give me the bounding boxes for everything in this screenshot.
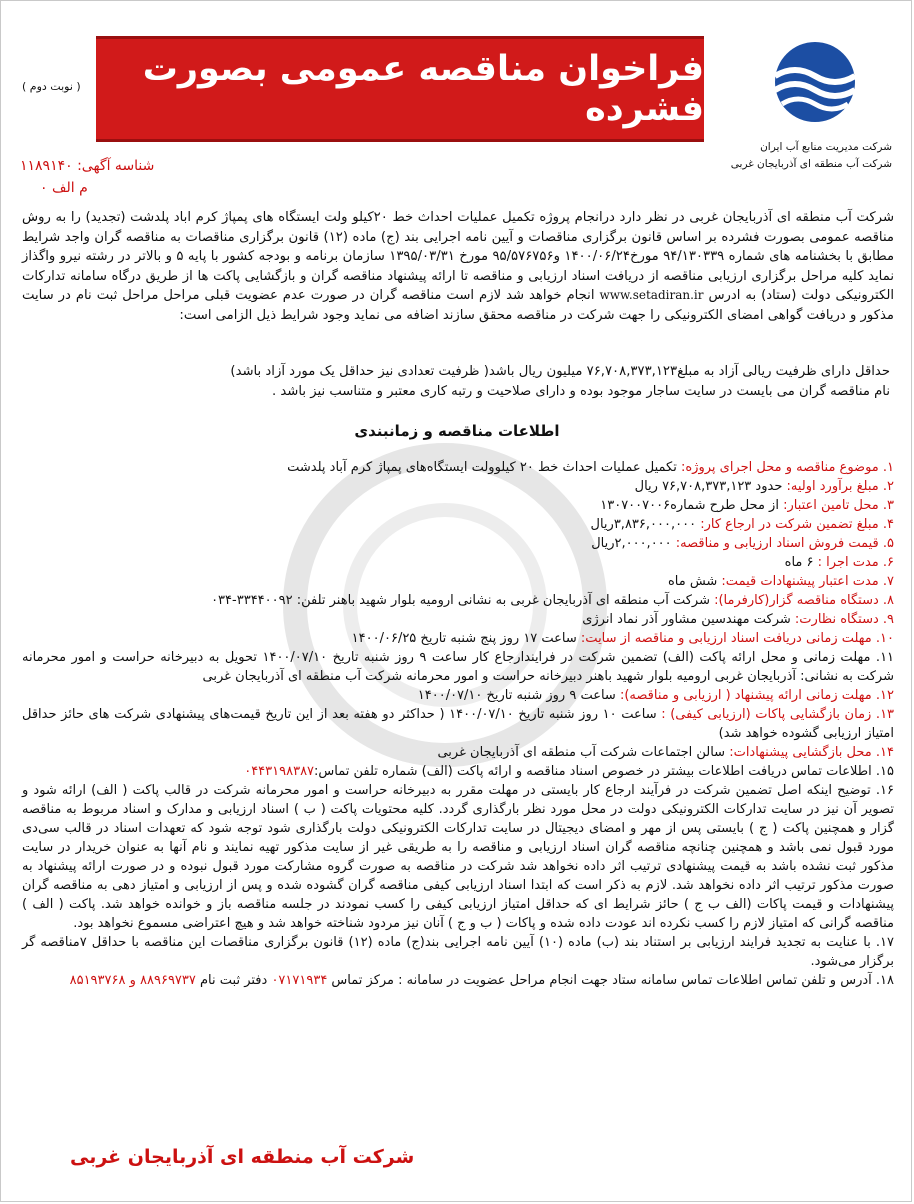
item-value: ۲,۰۰۰,۰۰۰ریال	[591, 536, 676, 551]
setad-link[interactable]: www.setadiran.ir	[599, 288, 704, 303]
item-value: حدود ۷۶,۷۰۸,۳۷۳,۱۲۳ ریال	[634, 479, 787, 494]
item-18	[22, 971, 894, 990]
item-label: ۲. مبلغ برآورد اولیه:	[786, 479, 894, 494]
item-6	[22, 553, 894, 572]
item-15	[22, 762, 894, 781]
item-10	[22, 629, 894, 648]
item-16	[22, 781, 894, 933]
item-value: ۳,۸۳۶,۰۰۰,۰۰۰ریال	[590, 517, 701, 532]
item-label: ۱۲. مهلت زمانی ارائه پیشنهاد ( ارزیابی و مناقصه):	[619, 688, 894, 703]
item-13	[22, 705, 894, 743]
item-value: سالن اجتماعات شرکت آب منطقه ای آذربایجان غربی	[437, 745, 730, 760]
intro-text-2: انجام خواهد شد لازم است مناقصه گران در صورت عدم عضویت قبلی مراحل مراحل ثبت نام در سایت مذکور و دریافت گواهی امضای الکترونیکی را جهت شرکت در مناقصه محقق سازند اضافه می نماید وجود شرایط ذیل الزامی است:	[22, 288, 894, 323]
item-value: ساعت ۹ روز شنبه تاریخ ۱۴۰۰/۰۷/۱۰	[417, 688, 620, 703]
page-title: فراخوان مناقصه عمومی بصورت فشرده	[142, 49, 704, 129]
item-7	[22, 572, 894, 591]
requirement-2: نام مناقصه گران می بایست در سایت ساجار موجود بوده و دارای صلاحیت و رتبه کاری معتبر و متناسب نیز باشد .	[272, 384, 890, 399]
intro-text-1: شرکت آب منطقه ای آذربایجان غربی در نظر دارد درانجام پروژه تکمیل عملیات احداث خط ۲۰کیلو ولت ایستگاه های پمپاژ کرم اباد پلدشت (تجدید) را به روش مناقصه عمومی بصورت فشرده بر اساس قانون برگزاری مناقصات و آیین نامه اجرایی بند (ج) ماده (۱۲) قانون برگزاری مناقصات به مناقصه گران واجد شرایط مطابق با بخشنامه های شماره ۹۴/۱۳۰۳۳۹ مورخ۱۴۰۰/۰۶/۲۴ و۹۵/۵۷۶۷۵۶ مورخ ۱۳۹۵/۰۳/۳۱ سازمان برنامه و بودجه کشور با پایه ۵ و بالاتر در رشته نیرو واگذاز نماید کلیه مراحل برگزاری ارزیابی مناقصه از دریافت اسناد ارزیابی و مناقصه تا ارائه پیشنهاد مناقصه گران و بازگشایی پاکت ها از طریق درگاه سامانه تدارکات الکترونیکی دولت (ستاد) به ادرس	[22, 210, 895, 304]
intro-paragraph	[22, 208, 894, 326]
item-12	[22, 686, 894, 705]
contact-phone: ۰۴۴۳۱۹۸۳۸۷	[244, 764, 315, 779]
org-name-parent: شرکت مدیریت منابع آب ایران	[760, 141, 892, 153]
item-11	[22, 648, 894, 686]
item-value-mid: دفتر ثبت نام	[195, 973, 272, 988]
item-label: ۱. موضوع مناقصه و محل اجرای پروژه:	[680, 460, 894, 475]
item-value: ساعت ۱۷ روز پنج شنبه تاریخ ۱۴۰۰/۰۶/۲۵	[351, 631, 581, 646]
footer-signature: شرکت آب منطقه ای آذربایجان غربی	[70, 1146, 415, 1168]
item-value: تکمیل عملیات احداث خط ۲۰ کیلوولت ایستگاه‌های پمپاژ کرم آباد پلدشت	[287, 460, 681, 475]
item-3	[22, 496, 894, 515]
call-center-number: ۰۷۱۷۱۹۳۴	[271, 973, 328, 988]
item-value: ۱۸. آدرس و تلفن تماس اطلاعات تماس سامانه ستاد جهت انجام مراحل عضویت در سامانه : مرکز تماس	[327, 973, 894, 988]
org-name: شرکت آب منطقه ای آذربایجان غربی	[730, 158, 892, 170]
item-value: از محل طرح شماره۱۳۰۷۰۰۷۰۰۶	[600, 498, 784, 513]
registration-phones: ۸۸۹۶۹۷۳۷ و ۸۵۱۹۳۷۶۸	[69, 973, 196, 988]
item-value: ۱۶. توضیح اینکه اصل تضمین شرکت در فرآیند ارجاع کار بایستی در مهلت مقرر به دبیرخانه حراست و امور محرمانه شرکت در قالب پاکت ( الف) ارائه شود و تصویر آن نیز در سایت تدارکات الکترونیکی دولت در محل مورد نظر بارگذاری گردد. کلیه محتویات پاکت ( ب ) اسناد ارزیابی و مدارک و اسناد مربوط به مناقصه گزار و همچنین پاکت ( ج ) بایستی پس از مهر و امضای دیجیتال در سایت تدارکات الکترونیکی دولت بارگذاری شود توجه شود که تعهدات اسناد در قالب سی‌دی مورد قبول نمی باشد و همچنین چنانچه مناقصه گران اسناد ارزیابی و مناقصه را به طریقی غیر از سایت مذکور تهیه نمایند و نام آنها به عنوان خریدار در سایت مذکور ثبت نشده باشد به قیمت پیشنهادی ترتیب اثر داده نخواهد شد شرکت در مناقصه به صورت گروه مشارکت مورد قبول نبوده و در صورت ارائه پیشنهاد به صورت مذکور ترتیب اثر داده نخواهد شد. لازم به ذکر است که ابتدا اسناد ارزیابی کیفی مناقصه گران گشوده شده و پس از ارزیابی و امتیاز دهی به مناقصه گران پیشنهادات و قیمت پاکات (الف ب ج ) حائز شرایط ای که حداقل امتیاز ارزیابی کیفی را کسب نمودند در جلسه مناقصه باز و خوانده خواهد شد. پاکت ( الف ) مناقصه گرانی که امتیاز لازم را کسب نکرده اند عودت داده شده و پاکات ( ب و ج ) آنان نیز مردود شناخته خواهد شد و هیچ اعتراضی مسموع نخواهد بود.	[22, 783, 894, 931]
item-value: ۶ ماه	[784, 555, 818, 570]
title-banner	[96, 36, 704, 142]
item-value: ساعت ۱۰ روز شنبه تاریخ ۱۴۰۰/۰۷/۱۰ ( حداکثر دو هفته بعد از این تاریخ قیمت‌های پیشنهادی شرکت های حائز حداقل امتیاز ارزیابی گشوده خواهد شد)	[22, 707, 894, 741]
item-2	[22, 477, 894, 496]
item-label: ۷. مدت اعتبار پیشنهادات قیمت:	[721, 574, 894, 589]
item-value: شرکت آب منطقه ای آذربایجان غربی به نشانی ارومیه بلوار شهید باهنر تلفن: ۳۳۴۴۰۰۹۲-۰۳۴	[211, 593, 715, 608]
item-4	[22, 515, 894, 534]
item-value: شرکت مهندسین مشاور آذر نماد انرژی	[582, 612, 795, 627]
item-label: ۱۴. محل بازگشایی پیشنهادات:	[729, 745, 894, 760]
item-label: ۳. محل تامین اعتبار:	[783, 498, 894, 513]
requirement-1: حداقل دارای ظرفیت ریالی آزاد به مبلغ۷۶,۷۰۸,۳۷۳,۱۲۳ میلیون ریال باشد( ظرفیت تعدادی نیز حداقل یک مورد آزاد باشد)	[230, 364, 890, 379]
item-label: ۶. مدت اجرا :	[817, 555, 894, 570]
item-9	[22, 610, 894, 629]
item-label: ۴. مبلغ تضمین شرکت در ارجاع کار:	[700, 517, 894, 532]
tender-items	[22, 458, 894, 990]
item-17	[22, 933, 894, 971]
section-title: اطلاعات مناقصه و زمانبندی	[354, 422, 560, 440]
item-label: ۵. قیمت فروش اسناد ارزیابی و مناقصه:	[675, 536, 894, 551]
item-value: شش ماه	[667, 574, 722, 589]
item-label: ۸. دستگاه مناقصه گزار(کارفرما):	[714, 593, 894, 608]
item-5	[22, 534, 894, 553]
item-value: ۱۷. با عنایت به تجدید فرایند ارزیابی بر استناد بند (ب) ماده (۱۰) آیین نامه اجرایی بند(ج) ماده (۱۲) قانون برگزاری مناقصات این مناقصه با حداقل ۷مناقصه گر برگزار می‌شود.	[22, 935, 895, 969]
item-8	[22, 591, 894, 610]
item-label: ۱۳. زمان بازگشایی پاکات (ارزیابی کیفی) :	[661, 707, 895, 722]
item-14	[22, 743, 894, 762]
item-1	[22, 458, 894, 477]
item-value: ۱۱. مهلت زمانی و محل ارائه پاکت (الف) تضمین شرکت در فرایندارجاع کار ساعت ۹ روز شنبه تاریخ ۱۴۰۰/۰۷/۱۰ تحویل به دبیرخانه حراست و امور محرمانه شرکت به نشانی: آذربایجان غربی ارومیه بلوار شهید باهنر دبیرخانه حراست و امور محرمانه شرکت آب منطقه ای آذربایجان غربی	[22, 650, 895, 684]
item-value: ۱۵. اطلاعات تماس دریافت اطلاعات بیشتر در خصوص اسناد مناقصه و ارائه پاکت (الف) شماره تلفن تماس:	[314, 764, 894, 779]
item-label: ۱۰. مهلت زمانی دریافت اسناد ارزیابی و مناقصه از سایت:	[580, 631, 894, 646]
publication-round: ( نوبت دوم )	[22, 80, 81, 93]
item-label: ۹. دستگاه نظارت:	[794, 612, 894, 627]
company-logo	[752, 36, 878, 128]
ad-id: شناسه آگهی: ۱۱۸۹۱۴۰	[20, 158, 155, 174]
ad-code: م الف ۰	[40, 180, 88, 196]
